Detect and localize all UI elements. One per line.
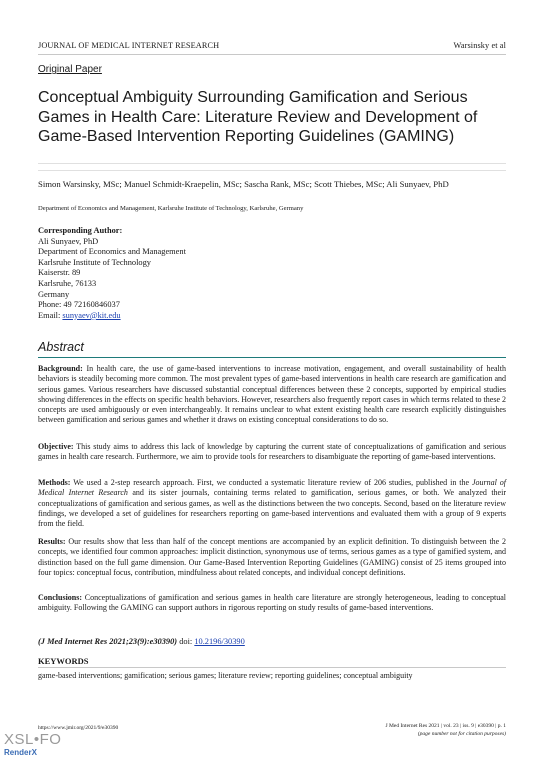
results-text: Our results show that less than half of the concept mentions are accompanied by an explicit definition. To distinguish between the 2 concepts, we identified four common approaches: implicit distinction, synonymous use of terms, serious games as a type of gamified system, and distinction based on the full game dimension. Our Game-Based Intervention Reporting Guidelines (GAMING) consist of 25 items grouped into four topics: conceptual focus, contribution, mindfulness about related concepts, and individual concept definitions. [38,537,506,577]
methods-text-start: We used a 2-step research approach. First, we conducted a systematic literature review of 206 studies, published in the [73,478,472,487]
footer-note: (page number not for citation purposes) [417,730,506,737]
email-line [38,311,338,322]
objective-label: Objective: [38,442,74,451]
title-divider-top [38,163,506,164]
corresponding-line: Kaiserstr. 89 [38,268,81,278]
affiliation: Department of Economics and Management, Karlsruhe Institute of Technology, Karlsruhe, Germany [38,205,304,212]
results-label: Results: [38,537,66,546]
article-type: Original Paper [38,64,102,75]
journal-name: JOURNAL OF MEDICAL INTERNET RESEARCH [38,41,220,50]
abstract-divider [38,357,506,358]
corresponding-line: Germany [38,289,70,299]
keywords-text: game-based interventions; gamification; serious games; literature review; reporting guidelines; conceptual ambiguity [38,671,413,680]
corresponding-line: Karlsruhe Institute of Technology [38,257,151,267]
doi-label: doi: [179,637,193,646]
citation-reference: (J Med Internet Res 2021;23(9):e30390) [38,637,178,646]
header-divider [38,54,506,55]
author-list: Simon Warsinsky, MSc; Manuel Schmidt-Kraepelin, MSc; Sascha Rank, MSc; Scott Thiebes, MSc; Ali Sunyaev, PhD [38,179,449,189]
abstract-objective [38,442,506,463]
methods-journal: Journal of Medical Internet Research [38,478,507,498]
background-text: In health care, the use of game-based interventions to increase motivation, engagement, and overall sustainability of health behaviors is steadily becoming more common. The most prevalent types of game-based interventions in health care research are gamification and serious games. Various researchers have discussed substantial conceptual differences between these 2 concepts, supported by empirical studies showing differences in the effects on specific health behaviors. However, researchers also frequently report cases in which terms related to these 2 concepts are used ambiguously or even interchangeably. It remains unclear to what extent existing health care research explicitly distinguishes between gamification and serious games and whether it draws on existing conceptual considerations to do so. [38,364,507,425]
objective-text: This study aims to address this lack of knowledge by capturing the current state of conceptualizations of gamification and serious games in health care research. Furthermore, we aim to provide tools for researchers to disambiguate the reporting of game-based interventions. [38,442,506,462]
corresponding-author-block [38,226,338,321]
corresponding-line: Karlsruhe, 76133 [38,278,97,288]
footer-info [385,723,506,738]
title-divider-bottom [38,170,506,171]
methods-label: Methods: [38,478,71,487]
keywords-heading: KEYWORDS [38,656,89,666]
corresponding-line: Ali Sunyaev, PhD [38,236,99,246]
abstract-conclusions [38,593,506,614]
abstract-background [38,364,506,426]
email-link[interactable]: sunyaev@kit.edu [62,310,121,320]
methods-text-end: and its sister journals, containing terms related to gamification, serious games, or both. We analyzed their conceptualizations of gamification and serious games, as well as the distinctions between the two concepts. Second, based on the literature review findings, we developed a set of guidelines for researchers reporting on game-based interventions and evaluated them with a group of 9 experts from the field. [38,488,506,529]
footer-issue-info: J Med Internet Res 2021 | vol. 23 | iss. 9 | e30390 | p. 1 [385,723,506,729]
background-label: Background: [38,364,83,373]
watermark-xslfo: XSL•FO [4,731,62,748]
doi-link[interactable]: 10.2196/30390 [194,637,245,646]
corresponding-line: Phone: 49 72160846037 [38,300,120,310]
abstract-results [38,537,506,578]
abstract-methods [38,478,506,529]
email-label: Email: [38,310,63,320]
corresponding-author-heading: Corresponding Author: [38,226,123,235]
citation-line [38,637,245,646]
corresponding-line: Department of Economics and Management [38,247,186,257]
abstract-heading: Abstract [38,340,84,354]
conclusions-label: Conclusions: [38,593,83,602]
conclusions-text: Conceptualizations of gamification and serious games in health care literature are strongly heterogeneous, leading to conceptual ambiguity. Following the GAMING can support authors in rigorous reporting on study results of game-based interventions. [38,593,506,613]
paper-title: Conceptual Ambiguity Surrounding Gamification and Serious Games in Health Care: Literature Review and Development of Game-Based Intervention Reporting Guidelines (GAMING) [38,89,478,145]
watermark-renderx: RenderX [4,748,37,757]
running-author: Warsinsky et al [453,41,506,50]
keywords-divider [38,667,506,668]
footer-url: https://www.jmir.org/2021/9/e30390 [38,725,119,731]
renderer-watermark [4,732,61,758]
